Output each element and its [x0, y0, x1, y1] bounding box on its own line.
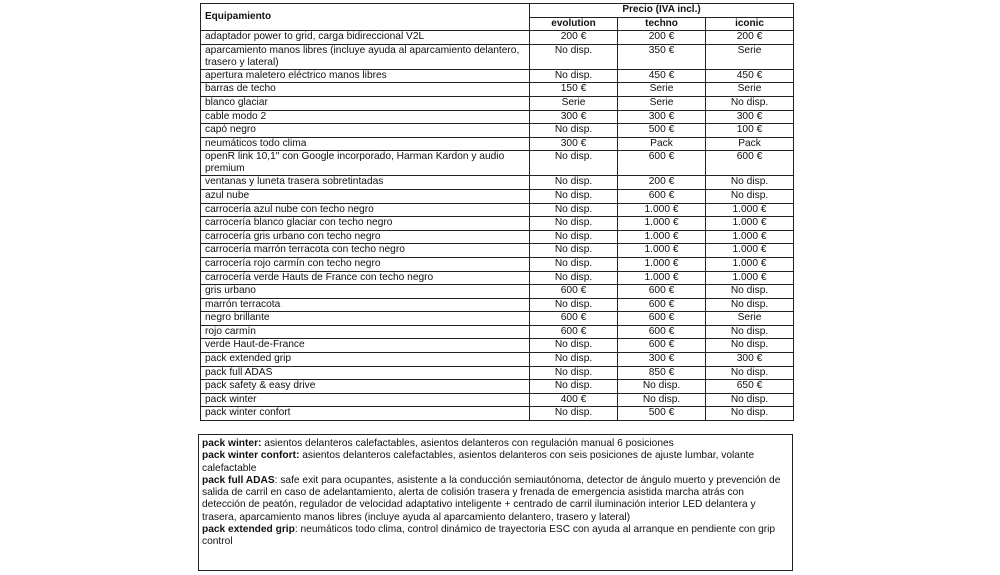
- pack-note-text: asientos delanteros calefactables, asientos delanteros con regulación manual 6 posiciones: [261, 438, 674, 449]
- price-evolution-cell: Serie: [530, 96, 618, 110]
- price-iconic-cell: 100 €: [706, 124, 794, 138]
- equipment-cell: verde Haut-de-France: [201, 339, 530, 353]
- table-row: [201, 110, 794, 124]
- price-techno-cell: 1.000 €: [618, 203, 706, 217]
- table-row: [201, 137, 794, 151]
- price-techno-cell: 1.000 €: [618, 257, 706, 271]
- equipment-cell: blanco glaciar: [201, 96, 530, 110]
- equipment-cell: pack safety & easy drive: [201, 380, 530, 394]
- table-row: [201, 325, 794, 339]
- price-evolution-cell: No disp.: [530, 407, 618, 421]
- price-evolution-cell: No disp.: [530, 271, 618, 285]
- price-evolution-cell: 200 €: [530, 31, 618, 45]
- price-techno-cell: 600 €: [618, 325, 706, 339]
- price-evolution-cell: 300 €: [530, 137, 618, 151]
- table-row: [201, 366, 794, 380]
- price-iconic-cell: 1.000 €: [706, 203, 794, 217]
- price-evolution-cell: 600 €: [530, 285, 618, 299]
- equipment-cell: ventanas y luneta trasera sobretintadas: [201, 176, 530, 190]
- version-header-evolution: evolution: [530, 17, 618, 31]
- equipment-cell: pack winter: [201, 393, 530, 407]
- price-evolution-cell: No disp.: [530, 176, 618, 190]
- equipment-cell: marrón terracota: [201, 298, 530, 312]
- price-iconic-cell: 300 €: [706, 353, 794, 367]
- price-techno-cell: Serie: [618, 83, 706, 97]
- price-evolution-cell: No disp.: [530, 44, 618, 69]
- price-iconic-cell: 1.000 €: [706, 230, 794, 244]
- price-techno-cell: 200 €: [618, 176, 706, 190]
- table-row: [201, 244, 794, 258]
- price-evolution-cell: 150 €: [530, 83, 618, 97]
- equipment-cell: aparcamiento manos libres (incluye ayuda al aparcamiento delantero, trasero y lateral): [201, 44, 530, 69]
- price-techno-cell: 450 €: [618, 69, 706, 83]
- version-header-techno: techno: [618, 17, 706, 31]
- price-iconic-cell: No disp.: [706, 176, 794, 190]
- table-row: [201, 271, 794, 285]
- price-iconic-cell: No disp.: [706, 339, 794, 353]
- price-evolution-cell: No disp.: [530, 339, 618, 353]
- table-row: [201, 353, 794, 367]
- price-evolution-cell: No disp.: [530, 217, 618, 231]
- pack-note-name: pack extended grip: [202, 524, 295, 536]
- table-row: [201, 96, 794, 110]
- price-techno-cell: 350 €: [618, 44, 706, 69]
- price-evolution-cell: No disp.: [530, 244, 618, 258]
- table-row: [201, 124, 794, 138]
- table-row: [201, 393, 794, 407]
- table-row: [201, 257, 794, 271]
- price-iconic-cell: No disp.: [706, 393, 794, 407]
- price-evolution-cell: No disp.: [530, 151, 618, 176]
- equipment-cell: carrocería azul nube con techo negro: [201, 203, 530, 217]
- price-techno-cell: 200 €: [618, 31, 706, 45]
- pack-note: [202, 450, 790, 475]
- price-iconic-cell: No disp.: [706, 189, 794, 203]
- pack-note: [202, 438, 790, 450]
- price-techno-cell: Serie: [618, 96, 706, 110]
- table-body: [201, 31, 794, 421]
- pack-note-name: pack winter confort:: [202, 450, 300, 462]
- equipment-cell: rojo carmín: [201, 325, 530, 339]
- price-techno-cell: 300 €: [618, 110, 706, 124]
- price-iconic-cell: No disp.: [706, 366, 794, 380]
- pack-note: [202, 524, 790, 549]
- price-iconic-cell: No disp.: [706, 298, 794, 312]
- table-row: [201, 176, 794, 190]
- table-row: [201, 44, 794, 69]
- equipment-cell: adaptador power to grid, carga bidireccional V2L: [201, 31, 530, 45]
- price-techno-cell: 600 €: [618, 285, 706, 299]
- price-iconic-cell: 200 €: [706, 31, 794, 45]
- table-row: [201, 203, 794, 217]
- price-iconic-cell: 300 €: [706, 110, 794, 124]
- pack-note-text: asientos delanteros calefactables, asientos delanteros con seis posiciones de ajuste lumbar, volante calefactable: [202, 450, 755, 474]
- price-techno-cell: 600 €: [618, 298, 706, 312]
- equipment-header: Equipamiento: [201, 4, 530, 31]
- table-row: [201, 217, 794, 231]
- equipment-cell: pack full ADAS: [201, 366, 530, 380]
- equipment-cell: neumáticos todo clima: [201, 137, 530, 151]
- price-iconic-cell: 450 €: [706, 69, 794, 83]
- price-techno-cell: 600 €: [618, 151, 706, 176]
- price-iconic-cell: No disp.: [706, 285, 794, 299]
- equipment-cell: pack extended grip: [201, 353, 530, 367]
- equipment-cell: gris urbano: [201, 285, 530, 299]
- price-techno-cell: 1.000 €: [618, 217, 706, 231]
- price-techno-cell: Pack: [618, 137, 706, 151]
- price-iconic-cell: No disp.: [706, 325, 794, 339]
- price-evolution-cell: No disp.: [530, 366, 618, 380]
- price-techno-cell: 1.000 €: [618, 271, 706, 285]
- price-techno-cell: No disp.: [618, 393, 706, 407]
- price-iconic-cell: 1.000 €: [706, 244, 794, 258]
- price-iconic-cell: 600 €: [706, 151, 794, 176]
- equipment-cell: carrocería marrón terracota con techo negro: [201, 244, 530, 258]
- price-iconic-cell: 650 €: [706, 380, 794, 394]
- equipment-cell: barras de techo: [201, 83, 530, 97]
- pack-note-text: : safe exit para ocupantes, asistente a la conducción semiautónoma, detector de ángulo muerto y prevención de salida de carril en caso de adelantamiento, alerta de colisión trasera y frenada de emergencia asistida marcha atrás con detección de peatón, regulador de velocidad adaptativo inteligente + centrado de carril iluminación interior LED delantera y trasera, aparcamiento manos libres (incluye ayuda al aparcamiento delantero, trasero y lateral): [202, 474, 781, 523]
- equipment-cell: capó negro: [201, 124, 530, 138]
- equipment-cell: pack winter confort: [201, 407, 530, 421]
- table-row: [201, 298, 794, 312]
- table-row: [201, 189, 794, 203]
- price-techno-cell: No disp.: [618, 380, 706, 394]
- price-evolution-cell: No disp.: [530, 353, 618, 367]
- table-row: [201, 339, 794, 353]
- price-evolution-cell: No disp.: [530, 203, 618, 217]
- price-evolution-cell: No disp.: [530, 298, 618, 312]
- price-evolution-cell: 600 €: [530, 325, 618, 339]
- price-iconic-cell: No disp.: [706, 96, 794, 110]
- price-techno-cell: 600 €: [618, 189, 706, 203]
- equipment-cell: openR link 10,1" con Google incorporado, Harman Kardon y audio premium: [201, 151, 530, 176]
- price-evolution-cell: 300 €: [530, 110, 618, 124]
- equipment-cell: negro brillante: [201, 312, 530, 326]
- pack-note: [202, 475, 790, 524]
- price-iconic-cell: No disp.: [706, 407, 794, 421]
- price-techno-cell: 850 €: [618, 366, 706, 380]
- equipment-cell: carrocería blanco glaciar con techo negro: [201, 217, 530, 231]
- price-iconic-cell: 1.000 €: [706, 271, 794, 285]
- pack-note-text: : neumáticos todo clima, control dinámico de trayectoria ESC con ayuda al arranque en pendiente con grip control: [202, 524, 776, 548]
- table-row: [201, 312, 794, 326]
- price-techno-cell: 1.000 €: [618, 230, 706, 244]
- price-techno-cell: 600 €: [618, 312, 706, 326]
- equipment-cell: carrocería verde Hauts de France con techo negro: [201, 271, 530, 285]
- price-techno-cell: 600 €: [618, 339, 706, 353]
- price-evolution-cell: No disp.: [530, 230, 618, 244]
- table-row: [201, 151, 794, 176]
- equipment-cell: carrocería gris urbano con techo negro: [201, 230, 530, 244]
- table-row: [201, 380, 794, 394]
- price-iconic-cell: 1.000 €: [706, 217, 794, 231]
- price-techno-cell: 500 €: [618, 407, 706, 421]
- equipment-cell: apertura maletero eléctrico manos libres: [201, 69, 530, 83]
- price-evolution-cell: 400 €: [530, 393, 618, 407]
- table-row: [201, 83, 794, 97]
- table-row: [201, 285, 794, 299]
- version-header-iconic: iconic: [706, 17, 794, 31]
- pack-note-name: pack full ADAS: [202, 474, 275, 486]
- price-techno-cell: 1.000 €: [618, 244, 706, 258]
- table-row: [201, 31, 794, 45]
- price-techno-cell: 300 €: [618, 353, 706, 367]
- price-evolution-cell: No disp.: [530, 189, 618, 203]
- equipment-cell: carrocería rojo carmín con techo negro: [201, 257, 530, 271]
- price-techno-cell: 500 €: [618, 124, 706, 138]
- table-row: [201, 69, 794, 83]
- price-evolution-cell: No disp.: [530, 69, 618, 83]
- price-evolution-cell: No disp.: [530, 124, 618, 138]
- price-iconic-cell: Pack: [706, 137, 794, 151]
- price-evolution-cell: No disp.: [530, 380, 618, 394]
- equipment-cell: cable modo 2: [201, 110, 530, 124]
- price-iconic-cell: 1.000 €: [706, 257, 794, 271]
- price-iconic-cell: Serie: [706, 312, 794, 326]
- price-iconic-cell: Serie: [706, 44, 794, 69]
- price-evolution-cell: 600 €: [530, 312, 618, 326]
- pack-notes-box: [198, 434, 793, 571]
- table-row: [201, 230, 794, 244]
- pack-note-name: pack winter:: [202, 438, 262, 449]
- equipment-price-table: [200, 3, 794, 421]
- table-row: [201, 407, 794, 421]
- equipment-cell: azul nube: [201, 189, 530, 203]
- price-evolution-cell: No disp.: [530, 257, 618, 271]
- price-header: Precio (IVA incl.): [530, 4, 794, 18]
- price-iconic-cell: Serie: [706, 83, 794, 97]
